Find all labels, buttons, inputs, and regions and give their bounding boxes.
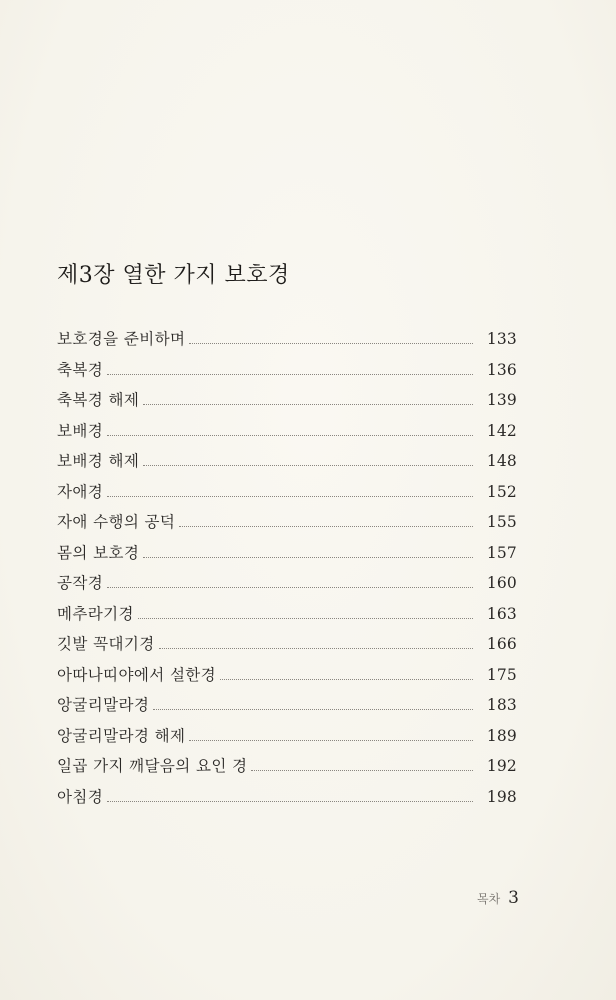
dot-leader: [179, 525, 473, 527]
toc-entry-title: 보배경: [57, 421, 104, 440]
toc-entry-title: 축복경: [57, 360, 104, 379]
toc-entry-title: 축복경 해제: [57, 391, 140, 409]
dot-leader: [107, 434, 473, 436]
dot-leader: [107, 800, 473, 802]
dot-leader: [143, 556, 473, 558]
toc-entry-page: 198: [486, 787, 517, 806]
toc-entry-title: 메추라기경: [57, 604, 134, 623]
toc-entry-title: 앙굴리말라경: [57, 696, 150, 714]
toc-entry: [57, 724, 517, 755]
toc-entry-page: 175: [486, 665, 517, 684]
toc-entry-title: 보배경 해제: [57, 452, 140, 470]
toc-entry-title: 자애경: [57, 482, 104, 501]
dot-leader: [153, 708, 473, 710]
toc-entry: [57, 327, 517, 358]
dot-leader: [251, 769, 473, 771]
toc-entry-title: 자애 수행의 공덕: [57, 513, 176, 531]
toc-entry-page: 133: [486, 330, 517, 348]
toc-entry-page: 160: [486, 574, 517, 592]
toc-entry: [57, 693, 517, 724]
dot-leader: [143, 464, 473, 466]
dot-leader: [159, 647, 473, 649]
toc-entry-page: 157: [486, 543, 517, 562]
dot-leader: [220, 678, 473, 680]
page-footer: [477, 888, 519, 908]
toc-entry: [57, 571, 517, 602]
toc-entry-page: 166: [486, 635, 517, 653]
toc-entry-page: 155: [486, 513, 517, 531]
page-number: 3: [508, 888, 519, 908]
toc-entry-page: 136: [486, 360, 517, 379]
toc-entry: [57, 632, 517, 663]
toc-entry-page: 148: [486, 452, 517, 470]
toc-entry: [57, 388, 517, 419]
toc-entry-page: 189: [486, 726, 517, 745]
dot-leader: [189, 739, 473, 741]
toc-entry-page: 192: [486, 757, 517, 775]
toc-entry: [57, 419, 517, 450]
toc-entry-page: 183: [486, 696, 517, 714]
dot-leader: [138, 617, 473, 619]
dot-leader: [107, 586, 473, 588]
dot-leader: [107, 495, 473, 497]
toc-entry-page: 152: [486, 482, 517, 501]
dot-leader: [107, 373, 473, 375]
table-of-contents: [57, 327, 517, 815]
toc-entry-title: 보호경을 준비하며: [57, 330, 186, 348]
toc-entry-page: 163: [486, 604, 517, 623]
dot-leader: [143, 403, 473, 405]
toc-entry: [57, 449, 517, 480]
toc-entry-title: 깃발 꼭대기경: [57, 635, 155, 653]
toc-entry: [57, 510, 517, 541]
toc-entry: [57, 602, 517, 633]
toc-entry: [57, 541, 517, 572]
toc-entry-page: 142: [486, 421, 517, 440]
toc-entry-title: 일곱 가지 깨달음의 요인 경: [57, 757, 248, 775]
toc-entry-title: 공작경: [57, 574, 104, 592]
chapter-title: 제3장 열한 가지 보호경: [57, 263, 290, 288]
toc-entry: [57, 754, 517, 785]
toc-entry-title: 아침경: [57, 787, 104, 806]
toc-entry-title: 앙굴리말라경 해제: [57, 726, 186, 745]
toc-entry: [57, 785, 517, 816]
toc-entry: [57, 663, 517, 694]
footer-section-label: 목차: [476, 892, 501, 906]
toc-entry-page: 139: [486, 391, 517, 409]
toc-entry: [57, 358, 517, 389]
toc-entry-title: 아따나띠야에서 설한경: [57, 665, 217, 684]
toc-entry-title: 몸의 보호경: [57, 543, 140, 562]
toc-entry: [57, 480, 517, 511]
dot-leader: [189, 342, 473, 344]
